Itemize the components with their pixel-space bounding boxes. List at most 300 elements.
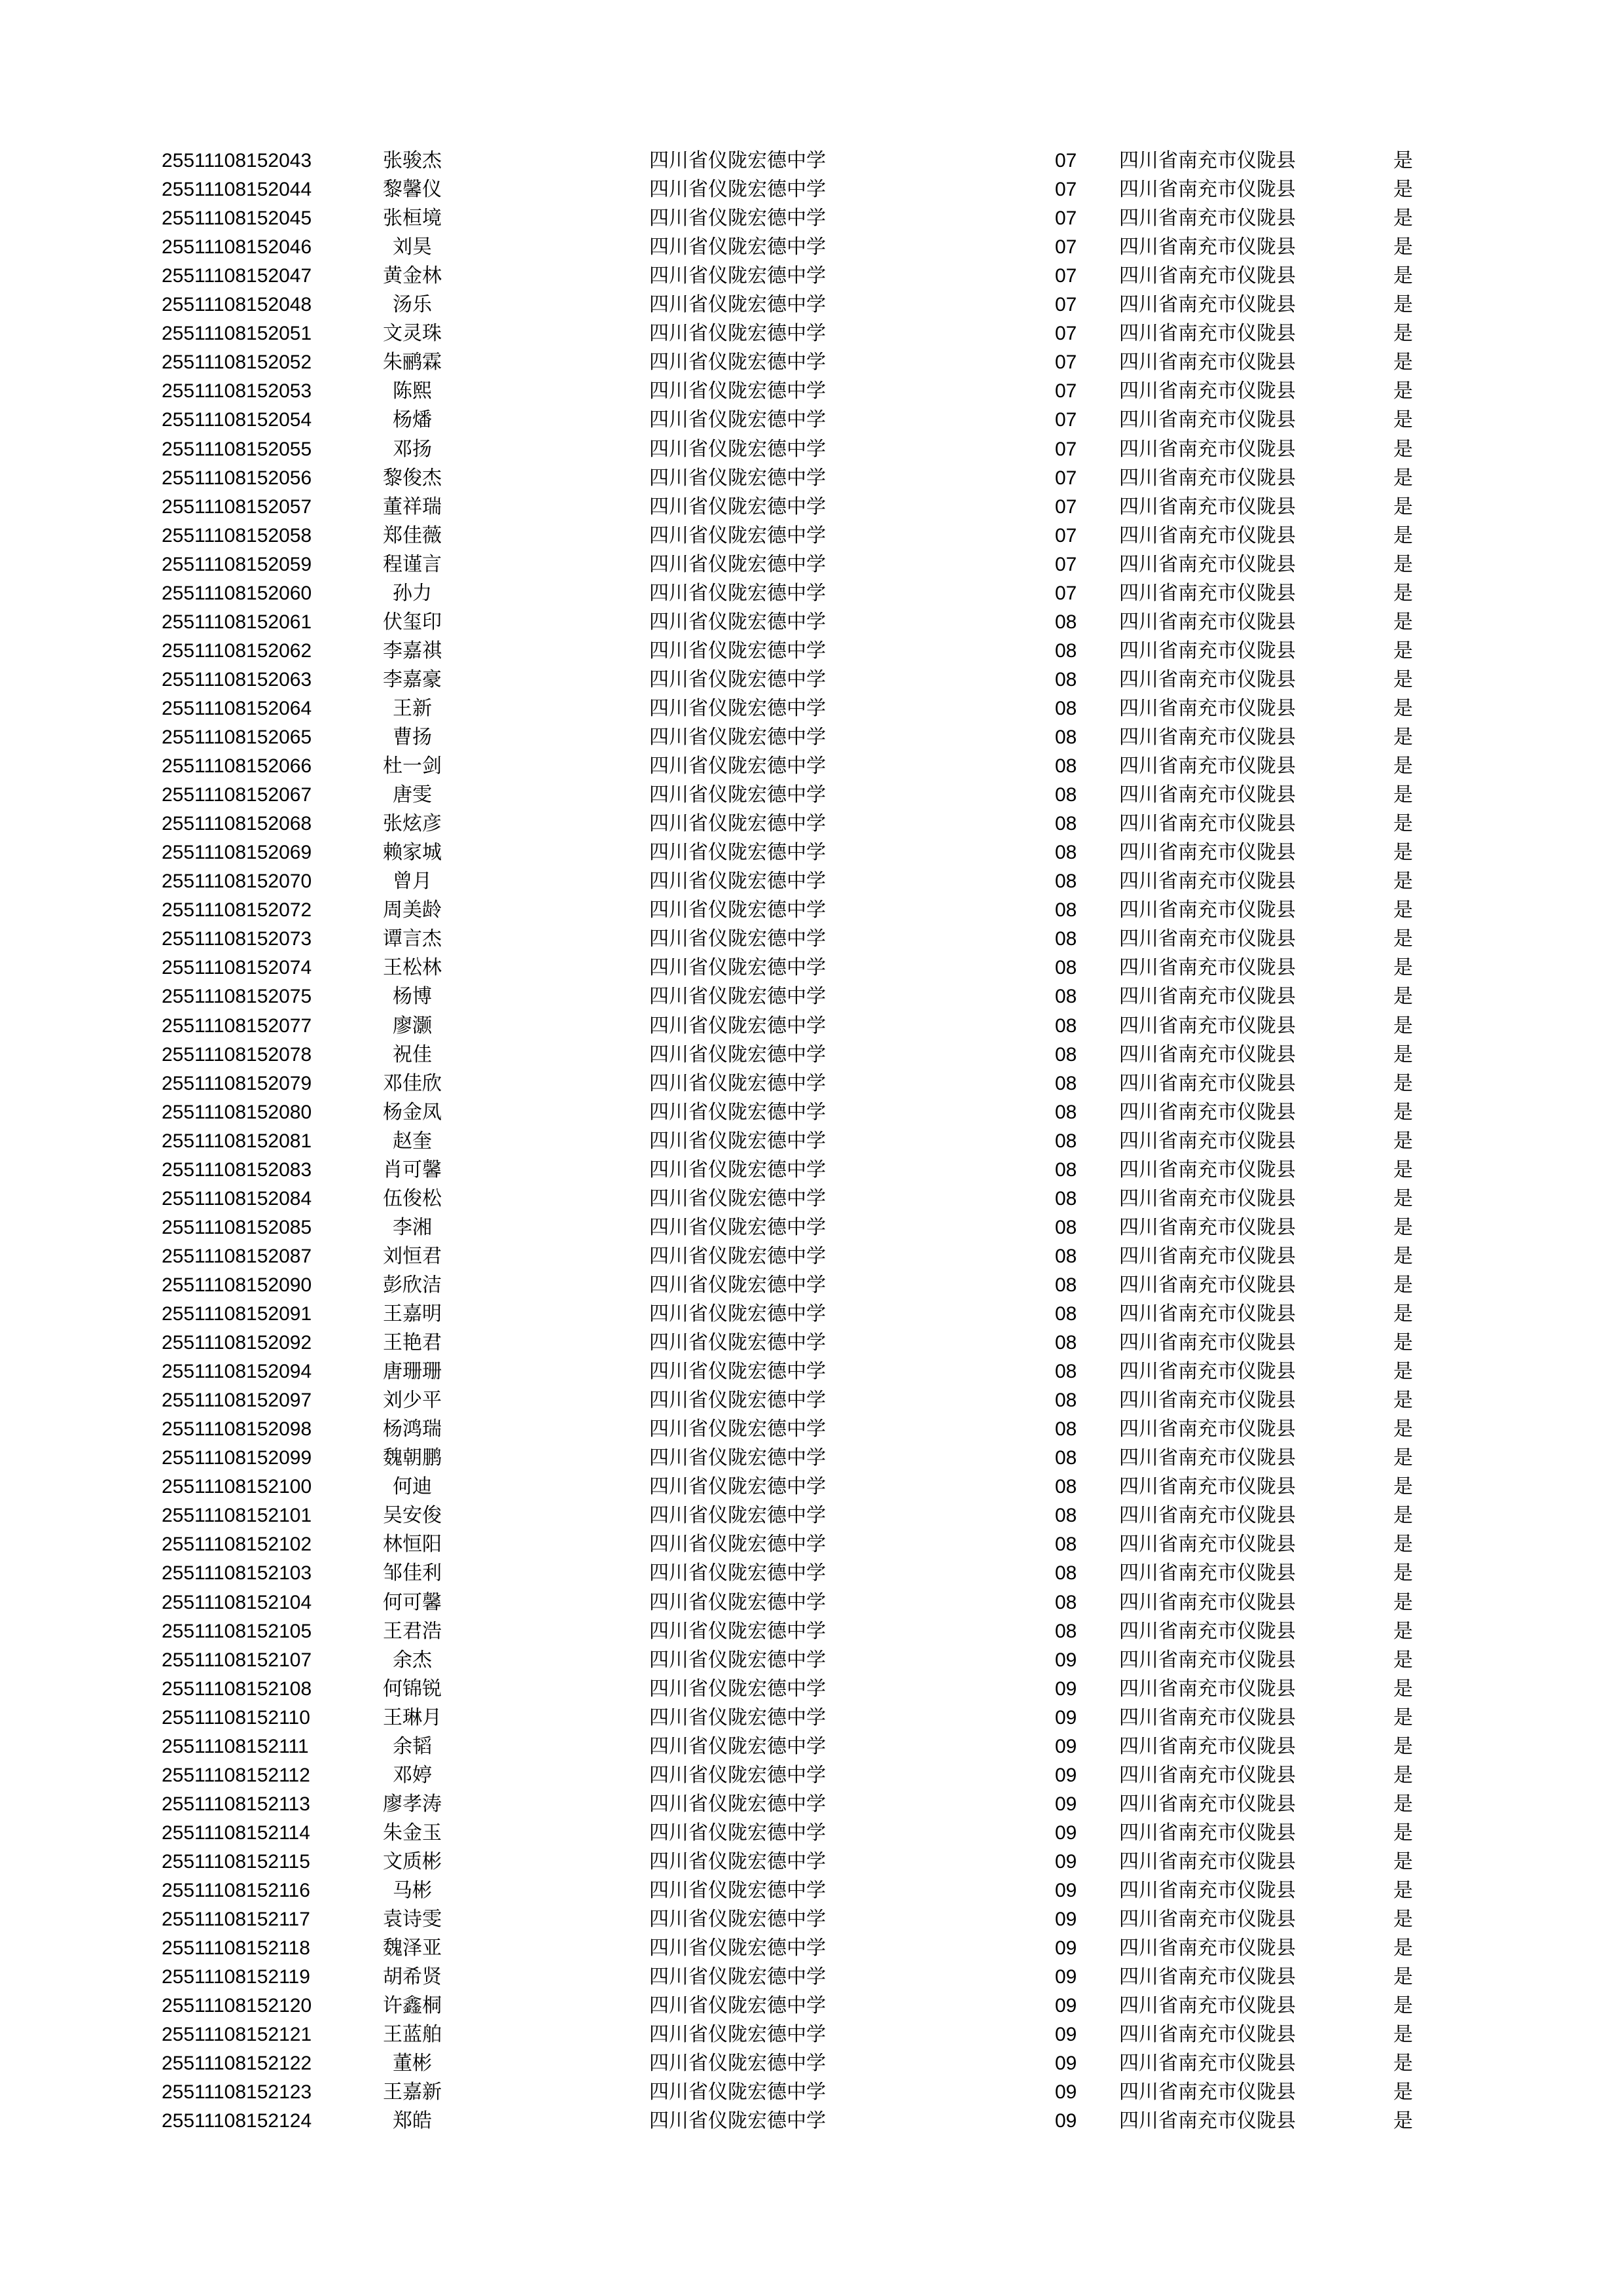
student-name: 邓扬 <box>393 438 432 461</box>
school-name: 四川省仪陇宏德中学 <box>649 668 826 691</box>
candidate-id: 25511108152074 <box>162 957 312 978</box>
school-name: 四川省仪陇宏德中学 <box>649 985 826 1008</box>
school-name: 四川省仪陇宏德中学 <box>649 1360 826 1383</box>
student-name: 李湘 <box>393 1216 432 1239</box>
table-row <box>0 1848 1623 1876</box>
school-name: 四川省仪陇宏德中学 <box>649 841 826 864</box>
candidate-id: 25511108152055 <box>162 439 312 460</box>
student-name: 魏朝鹏 <box>383 1446 442 1469</box>
region: 四川省南充市仪陇县 <box>1119 207 1296 230</box>
class-number: 08 <box>1055 1447 1077 1469</box>
student-name: 杨博 <box>393 985 432 1008</box>
table-row <box>0 2078 1623 2107</box>
student-name: 袁诗雯 <box>383 1908 442 1931</box>
status-flag: 是 <box>1393 726 1413 749</box>
status-flag: 是 <box>1393 438 1413 461</box>
class-number: 07 <box>1055 150 1077 171</box>
region: 四川省南充市仪陇县 <box>1119 351 1296 374</box>
status-flag: 是 <box>1393 1994 1413 2017</box>
status-flag: 是 <box>1393 1937 1413 1960</box>
class-number: 09 <box>1055 1822 1077 1844</box>
candidate-id: 25511108152053 <box>162 380 312 402</box>
candidate-id: 25511108152100 <box>162 1476 312 1498</box>
class-number: 07 <box>1055 380 1077 402</box>
status-flag: 是 <box>1393 553 1413 576</box>
candidate-id: 25511108152103 <box>162 1562 312 1584</box>
status-flag: 是 <box>1393 956 1413 979</box>
class-number: 08 <box>1055 928 1077 950</box>
class-number: 09 <box>1055 2081 1077 2103</box>
status-flag: 是 <box>1393 2081 1413 2104</box>
region: 四川省南充市仪陇县 <box>1119 668 1296 691</box>
school-name: 四川省仪陇宏德中学 <box>649 207 826 230</box>
table-row <box>0 319 1623 348</box>
region: 四川省南充市仪陇县 <box>1119 697 1296 720</box>
status-flag: 是 <box>1393 1446 1413 1469</box>
school-name: 四川省仪陇宏德中学 <box>649 293 826 316</box>
status-flag: 是 <box>1393 841 1413 864</box>
table-row <box>0 982 1623 1011</box>
status-flag: 是 <box>1393 927 1413 950</box>
table-row <box>0 838 1623 867</box>
school-name: 四川省仪陇宏德中学 <box>649 1533 826 1556</box>
table-row <box>0 1876 1623 1905</box>
school-name: 四川省仪陇宏德中学 <box>649 611 826 634</box>
school-name: 四川省仪陇宏德中学 <box>649 726 826 749</box>
status-flag: 是 <box>1393 1821 1413 1844</box>
student-name: 赵奎 <box>393 1130 432 1153</box>
school-name: 四川省仪陇宏德中学 <box>649 1850 826 1873</box>
student-name: 程谨言 <box>383 553 442 576</box>
student-name: 杨鸿瑞 <box>383 1418 442 1441</box>
class-number: 08 <box>1055 842 1077 863</box>
student-name: 曾月 <box>393 870 432 893</box>
class-number: 07 <box>1055 439 1077 460</box>
student-name: 余杰 <box>393 1649 432 1672</box>
school-name: 四川省仪陇宏德中学 <box>649 899 826 922</box>
class-number: 07 <box>1055 554 1077 575</box>
table-row <box>0 522 1623 550</box>
class-number: 09 <box>1055 1937 1077 1959</box>
student-name: 黎馨仪 <box>383 178 442 201</box>
status-flag: 是 <box>1393 149 1413 172</box>
class-number: 09 <box>1055 2053 1077 2074</box>
table-row <box>0 1213 1623 1242</box>
class-number: 08 <box>1055 726 1077 748</box>
school-name: 四川省仪陇宏德中学 <box>649 322 826 345</box>
region: 四川省南充市仪陇县 <box>1119 467 1296 490</box>
region: 四川省南充市仪陇县 <box>1119 1821 1296 1844</box>
school-name: 四川省仪陇宏德中学 <box>649 380 826 403</box>
class-number: 08 <box>1055 611 1077 633</box>
student-name: 王蓝舶 <box>383 2023 442 2046</box>
student-name: 何迪 <box>393 1475 432 1498</box>
school-name: 四川省仪陇宏德中学 <box>649 639 826 662</box>
student-name: 朱金玉 <box>383 1821 442 1844</box>
student-name: 董祥瑞 <box>383 495 442 518</box>
student-name: 郑佳薇 <box>383 524 442 547</box>
region: 四川省南充市仪陇县 <box>1119 1331 1296 1354</box>
status-flag: 是 <box>1393 668 1413 691</box>
candidate-id: 25511108152098 <box>162 1418 312 1440</box>
table-row <box>0 1761 1623 1790</box>
status-flag: 是 <box>1393 783 1413 806</box>
table-row <box>0 1704 1623 1732</box>
region: 四川省南充市仪陇县 <box>1119 1360 1296 1383</box>
student-name: 邹佳利 <box>383 1562 442 1585</box>
student-name: 王君浩 <box>383 1620 442 1643</box>
student-name: 肖可馨 <box>383 1158 442 1181</box>
table-row <box>0 1185 1623 1213</box>
region: 四川省南充市仪陇县 <box>1119 956 1296 979</box>
class-number: 07 <box>1055 525 1077 547</box>
class-number: 08 <box>1055 1217 1077 1238</box>
status-flag: 是 <box>1393 1706 1413 1729</box>
candidate-id: 25511108152087 <box>162 1246 312 1267</box>
class-number: 07 <box>1055 583 1077 604</box>
class-number: 09 <box>1055 2024 1077 2045</box>
candidate-id: 25511108152116 <box>162 1880 310 1901</box>
candidate-id: 25511108152111 <box>162 1736 309 1757</box>
candidate-id: 25511108152061 <box>162 611 312 633</box>
table-row <box>0 1156 1623 1185</box>
region: 四川省南充市仪陇县 <box>1119 236 1296 259</box>
region: 四川省南充市仪陇县 <box>1119 293 1296 316</box>
region: 四川省南充市仪陇县 <box>1119 1908 1296 1931</box>
school-name: 四川省仪陇宏德中学 <box>649 1274 826 1297</box>
student-name: 刘少平 <box>383 1389 442 1412</box>
table-row <box>0 1041 1623 1069</box>
region: 四川省南充市仪陇县 <box>1119 1043 1296 1066</box>
status-flag: 是 <box>1393 1475 1413 1498</box>
class-number: 08 <box>1055 1476 1077 1498</box>
table-row <box>0 550 1623 579</box>
status-flag: 是 <box>1393 2023 1413 2046</box>
student-name: 王松林 <box>383 956 442 979</box>
school-name: 四川省仪陇宏德中学 <box>649 1130 826 1153</box>
class-number: 09 <box>1055 1909 1077 1930</box>
table-row <box>0 435 1623 464</box>
class-number: 09 <box>1055 1678 1077 1700</box>
school-name: 四川省仪陇宏德中学 <box>649 1994 826 2017</box>
status-flag: 是 <box>1393 408 1413 431</box>
status-flag: 是 <box>1393 1591 1413 1614</box>
region: 四川省南充市仪陇县 <box>1119 899 1296 922</box>
status-flag: 是 <box>1393 207 1413 230</box>
school-name: 四川省仪陇宏德中学 <box>649 1706 826 1729</box>
status-flag: 是 <box>1393 870 1413 893</box>
status-flag: 是 <box>1393 1504 1413 1527</box>
class-number: 08 <box>1055 640 1077 662</box>
candidate-id: 25511108152043 <box>162 150 312 171</box>
student-name: 胡希贤 <box>383 1965 442 1988</box>
school-name: 四川省仪陇宏德中学 <box>649 1620 826 1643</box>
student-name: 张桓境 <box>383 207 442 230</box>
class-number: 08 <box>1055 669 1077 691</box>
school-name: 四川省仪陇宏德中学 <box>649 1043 826 1066</box>
table-row <box>0 1963 1623 1992</box>
table-row <box>0 1386 1623 1415</box>
candidate-id: 25511108152121 <box>162 2024 312 2045</box>
class-number: 08 <box>1055 1246 1077 1267</box>
candidate-id: 25511108152051 <box>162 323 312 344</box>
candidate-id: 25511108152070 <box>162 870 312 892</box>
class-number: 08 <box>1055 1159 1077 1181</box>
candidate-id: 25511108152099 <box>162 1447 312 1469</box>
school-name: 四川省仪陇宏德中学 <box>649 1418 826 1441</box>
region: 四川省南充市仪陇县 <box>1119 1101 1296 1124</box>
candidate-id: 25511108152118 <box>162 1937 310 1959</box>
school-name: 四川省仪陇宏德中学 <box>649 1735 826 1758</box>
candidate-id: 25511108152110 <box>162 1707 310 1729</box>
candidate-id: 25511108152097 <box>162 1390 312 1411</box>
region: 四川省南充市仪陇县 <box>1119 149 1296 172</box>
school-name: 四川省仪陇宏德中学 <box>649 1187 826 1210</box>
student-name: 伏玺印 <box>383 611 442 634</box>
status-flag: 是 <box>1393 1274 1413 1297</box>
status-flag: 是 <box>1393 1101 1413 1124</box>
student-name: 孙力 <box>393 582 432 605</box>
status-flag: 是 <box>1393 1130 1413 1153</box>
table-row <box>0 810 1623 838</box>
school-name: 四川省仪陇宏德中学 <box>649 1562 826 1585</box>
region: 四川省南充市仪陇县 <box>1119 1187 1296 1210</box>
school-name: 四川省仪陇宏德中学 <box>649 1504 826 1527</box>
table-row <box>0 579 1623 608</box>
school-name: 四川省仪陇宏德中学 <box>649 495 826 518</box>
region: 四川省南充市仪陇县 <box>1119 1850 1296 1873</box>
table-row <box>0 1069 1623 1098</box>
class-number: 08 <box>1055 986 1077 1007</box>
status-flag: 是 <box>1393 639 1413 662</box>
status-flag: 是 <box>1393 2109 1413 2132</box>
student-name: 王新 <box>393 697 432 720</box>
table-row <box>0 2049 1623 2078</box>
student-name: 祝佳 <box>393 1043 432 1066</box>
status-flag: 是 <box>1393 1620 1413 1643</box>
region: 四川省南充市仪陇县 <box>1119 841 1296 864</box>
status-flag: 是 <box>1393 1908 1413 1931</box>
class-number: 07 <box>1055 179 1077 200</box>
school-name: 四川省仪陇宏德中学 <box>649 1591 826 1614</box>
region: 四川省南充市仪陇县 <box>1119 639 1296 662</box>
table-row <box>0 1732 1623 1761</box>
student-name: 王嘉明 <box>383 1302 442 1325</box>
class-number: 08 <box>1055 1592 1077 1613</box>
class-number: 09 <box>1055 2110 1077 2132</box>
table-row <box>0 175 1623 204</box>
school-name: 四川省仪陇宏德中学 <box>649 1937 826 1960</box>
region: 四川省南充市仪陇县 <box>1119 178 1296 201</box>
region: 四川省南充市仪陇县 <box>1119 322 1296 345</box>
school-name: 四川省仪陇宏德中学 <box>649 582 826 605</box>
table-row <box>0 608 1623 637</box>
school-name: 四川省仪陇宏德中学 <box>649 1101 826 1124</box>
candidate-id: 25511108152085 <box>162 1217 312 1238</box>
student-name: 余韬 <box>393 1735 432 1758</box>
table-row <box>0 781 1623 810</box>
school-name: 四川省仪陇宏德中学 <box>649 467 826 490</box>
school-name: 四川省仪陇宏德中学 <box>649 1216 826 1239</box>
student-name: 唐雯 <box>393 783 432 806</box>
student-name: 文灵珠 <box>383 322 442 345</box>
table-row <box>0 493 1623 522</box>
region: 四川省南充市仪陇县 <box>1119 1620 1296 1643</box>
class-number: 08 <box>1055 1274 1077 1296</box>
student-name: 邓佳欣 <box>383 1072 442 1095</box>
table-row <box>0 925 1623 954</box>
status-flag: 是 <box>1393 236 1413 259</box>
region: 四川省南充市仪陇县 <box>1119 2023 1296 2046</box>
status-flag: 是 <box>1393 611 1413 634</box>
table-row <box>0 1127 1623 1156</box>
student-name: 杨金凤 <box>383 1101 442 1124</box>
student-name: 杜一剑 <box>383 755 442 778</box>
table-row <box>0 348 1623 377</box>
candidate-id: 25511108152056 <box>162 467 312 489</box>
candidate-id: 25511108152063 <box>162 669 312 691</box>
status-flag: 是 <box>1393 1533 1413 1556</box>
candidate-id: 25511108152094 <box>162 1361 312 1382</box>
class-number: 07 <box>1055 323 1077 344</box>
status-flag: 是 <box>1393 1302 1413 1325</box>
class-number: 08 <box>1055 1505 1077 1526</box>
region: 四川省南充市仪陇县 <box>1119 927 1296 950</box>
table-row <box>0 1646 1623 1675</box>
table-row <box>0 1501 1623 1530</box>
table-row <box>0 1300 1623 1329</box>
student-name: 伍俊松 <box>383 1187 442 1210</box>
class-number: 08 <box>1055 1130 1077 1152</box>
status-flag: 是 <box>1393 1072 1413 1095</box>
candidate-id: 25511108152058 <box>162 525 312 547</box>
student-name: 彭欣洁 <box>383 1274 442 1297</box>
class-number: 08 <box>1055 957 1077 978</box>
student-name: 陈熙 <box>393 380 432 403</box>
candidate-id: 25511108152068 <box>162 813 312 834</box>
region: 四川省南充市仪陇县 <box>1119 2081 1296 2104</box>
student-name: 邓婷 <box>393 1764 432 1787</box>
class-number: 08 <box>1055 755 1077 777</box>
region: 四川省南充市仪陇县 <box>1119 1764 1296 1787</box>
region: 四川省南充市仪陇县 <box>1119 1245 1296 1268</box>
region: 四川省南充市仪陇县 <box>1119 2052 1296 2075</box>
class-number: 08 <box>1055 1361 1077 1382</box>
class-number: 08 <box>1055 1044 1077 1066</box>
region: 四川省南充市仪陇县 <box>1119 1158 1296 1181</box>
region: 四川省南充市仪陇县 <box>1119 1591 1296 1614</box>
region: 四川省南充市仪陇县 <box>1119 870 1296 893</box>
region: 四川省南充市仪陇县 <box>1119 1504 1296 1527</box>
student-name: 汤乐 <box>393 293 432 316</box>
candidate-id: 25511108152084 <box>162 1188 312 1210</box>
table-row <box>0 1098 1623 1127</box>
table-row <box>0 406 1623 435</box>
student-name: 刘昊 <box>393 236 432 259</box>
table-row <box>0 1617 1623 1646</box>
school-name: 四川省仪陇宏德中学 <box>649 1245 826 1268</box>
school-name: 四川省仪陇宏德中学 <box>649 236 826 259</box>
student-name: 唐珊珊 <box>383 1360 442 1383</box>
region: 四川省南充市仪陇县 <box>1119 726 1296 749</box>
class-number: 08 <box>1055 1015 1077 1037</box>
region: 四川省南充市仪陇县 <box>1119 1274 1296 1297</box>
status-flag: 是 <box>1393 1649 1413 1672</box>
class-number: 09 <box>1055 1736 1077 1757</box>
class-number: 08 <box>1055 1390 1077 1411</box>
candidate-id: 25511108152124 <box>162 2110 312 2132</box>
candidate-id: 25511108152044 <box>162 179 312 200</box>
region: 四川省南充市仪陇县 <box>1119 1014 1296 1037</box>
table-row <box>0 1819 1623 1848</box>
candidate-id: 25511108152069 <box>162 842 312 863</box>
class-number: 08 <box>1055 1102 1077 1123</box>
student-name: 魏泽亚 <box>383 1937 442 1960</box>
school-name: 四川省仪陇宏德中学 <box>649 1908 826 1931</box>
status-flag: 是 <box>1393 322 1413 345</box>
region: 四川省南充市仪陇县 <box>1119 812 1296 835</box>
region: 四川省南充市仪陇县 <box>1119 1879 1296 1902</box>
table-row <box>0 637 1623 666</box>
student-name: 杨燔 <box>393 408 432 431</box>
school-name: 四川省仪陇宏德中学 <box>649 149 826 172</box>
student-name: 廖灏 <box>393 1014 432 1037</box>
school-name: 四川省仪陇宏德中学 <box>649 2109 826 2132</box>
candidate-id: 25511108152102 <box>162 1534 312 1555</box>
table-row <box>0 896 1623 925</box>
table-row <box>0 1444 1623 1473</box>
region: 四川省南充市仪陇县 <box>1119 264 1296 287</box>
region: 四川省南充市仪陇县 <box>1119 1965 1296 1988</box>
class-number: 09 <box>1055 1995 1077 2017</box>
status-flag: 是 <box>1393 1158 1413 1181</box>
status-flag: 是 <box>1393 582 1413 605</box>
status-flag: 是 <box>1393 467 1413 490</box>
status-flag: 是 <box>1393 293 1413 316</box>
region: 四川省南充市仪陇县 <box>1119 1994 1296 2017</box>
table-row <box>0 1473 1623 1501</box>
region: 四川省南充市仪陇县 <box>1119 495 1296 518</box>
table-row <box>0 666 1623 694</box>
table-row <box>0 954 1623 982</box>
student-name: 朱鹂霖 <box>383 351 442 374</box>
candidate-id: 25511108152112 <box>162 1765 310 1786</box>
candidate-id: 25511108152101 <box>162 1505 312 1526</box>
region: 四川省南充市仪陇县 <box>1119 1706 1296 1729</box>
class-number: 07 <box>1055 467 1077 489</box>
candidate-id: 25511108152080 <box>162 1102 312 1123</box>
class-number: 08 <box>1055 1303 1077 1325</box>
status-flag: 是 <box>1393 899 1413 922</box>
school-name: 四川省仪陇宏德中学 <box>649 812 826 835</box>
student-name: 张骏杰 <box>383 149 442 172</box>
candidate-id: 25511108152048 <box>162 294 312 315</box>
status-flag: 是 <box>1393 697 1413 720</box>
class-number: 09 <box>1055 1966 1077 1988</box>
status-flag: 是 <box>1393 812 1413 835</box>
class-number: 08 <box>1055 1332 1077 1354</box>
class-number: 08 <box>1055 698 1077 719</box>
table-row <box>0 694 1623 723</box>
student-name: 周美龄 <box>383 899 442 922</box>
table-row <box>0 1559 1623 1588</box>
region: 四川省南充市仪陇县 <box>1119 1533 1296 1556</box>
student-name: 赖家城 <box>383 841 442 864</box>
table-row <box>0 233 1623 262</box>
school-name: 四川省仪陇宏德中学 <box>649 2023 826 2046</box>
candidate-id: 25511108152054 <box>162 409 312 431</box>
class-number: 08 <box>1055 1621 1077 1642</box>
